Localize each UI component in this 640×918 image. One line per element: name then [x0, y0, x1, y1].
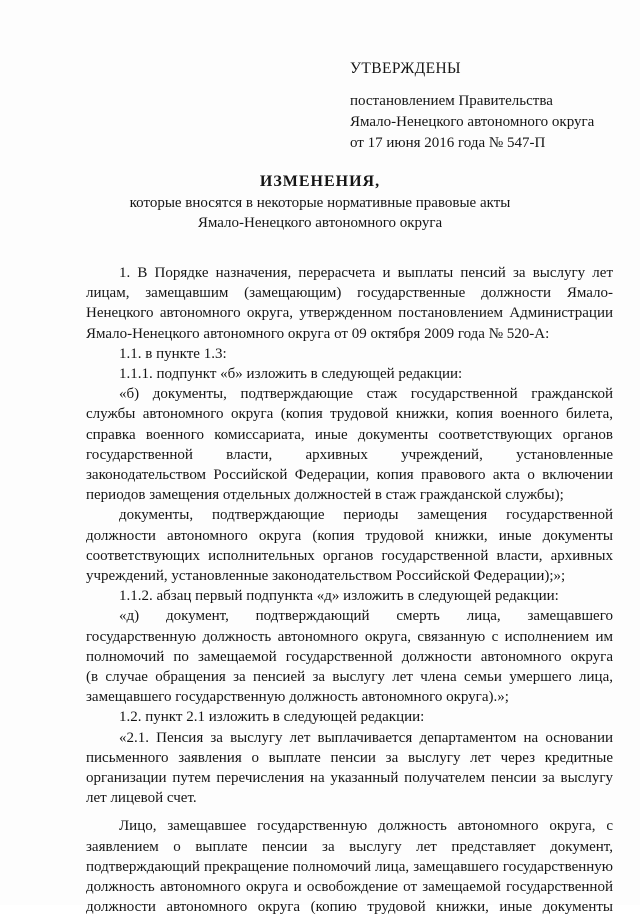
body-line: «б) документы, подтверждающие стаж государственной гражданской — [119, 386, 613, 403]
body-line: полномочий по замещаемой государственной должности автономного округа — [86, 648, 613, 665]
body-line: периодов замещения отдельных должностей в стаж гражданской службы); — [86, 487, 564, 504]
body-line: документы, подтверждающие периоды замещения государственной — [119, 507, 613, 524]
body-line: государственную должность автономного округа, связанную с исполнением им — [86, 628, 613, 645]
body-line: 1.2. пункт 2.1 изложить в следующей редакции: — [119, 709, 425, 726]
body-line: законодательством Российской Федерации, копия правового акта о включении — [86, 467, 613, 484]
body-line: соответствующих исполнительных органов государственной власти, архивных — [86, 547, 613, 564]
document-title: ИЗМЕНЕНИЯ, — [259, 173, 381, 190]
body-line: «2.1. Пенсия за выслугу лет выплачивается департаментом на основании — [119, 729, 613, 746]
body-line: Ненецкого автономного округа, утвержденном постановлением Администрации — [86, 305, 613, 322]
body-line: подтверждающий прекращение полномочий лица, замещавшего государственную — [86, 858, 613, 875]
approval-line-1: постановлением Правительства — [350, 93, 553, 109]
approval-line-2: Ямало-Ненецкого автономного округа — [350, 114, 595, 130]
body-line: лицам, замещавшим (замещающим) государственные должности Ямало- — [86, 285, 613, 302]
body-line: 1.1.1. подпункт «б» изложить в следующей редакции: — [119, 366, 463, 383]
body-line: государственной власти, архивных учреждений, установленные — [86, 446, 613, 463]
subtitle-line-1: которые вносятся в некоторые нормативные правовые акты — [129, 195, 511, 211]
body-line: организации путем перечисления на указанный получателем пенсии за выслугу — [86, 770, 613, 787]
body-line: учреждений, установленные законодательством Российской Федерации);»; — [86, 568, 566, 585]
body-line: Лицо, замещавшее государственную должность автономного округа, с — [119, 818, 613, 835]
body-line: должность автономного округа и освобождение от замещаемой государственной — [86, 879, 613, 896]
body-line: справка военного комиссариата, иные документы соответствующих органов — [86, 426, 613, 443]
approval-line-3: от 17 июня 2016 года № 547-П — [350, 135, 546, 151]
approval-heading: УТВЕРЖДЕНЫ — [350, 60, 461, 77]
document-body — [86, 263, 613, 918]
body-line: 1.1. в пункте 1.3: — [119, 345, 227, 362]
body-line: (в случае обращения за пенсией за выслугу лет члена семьи умершего лица, — [86, 669, 613, 686]
body-line: письменного заявления о выплате пенсии за выслугу лет через кредитные — [86, 749, 613, 766]
body-line: должности автономного округа (копия трудовой книжки, иные документы — [86, 527, 613, 544]
body-line: замещавшего государственную должность автономного округа).»; — [86, 689, 509, 706]
body-line: Ямало-Ненецкого автономного округа от 09 октября 2009 года № 520-А: — [86, 325, 550, 342]
body-line: службы автономного округа (копия трудовой книжки, копия военного билета, — [86, 406, 613, 423]
body-line: лет лицевой счет. — [86, 790, 197, 807]
subtitle-line-2: Ямало-Ненецкого автономного округа — [197, 215, 443, 231]
body-line: должности автономного округа (копию трудовой книжки, иные документы — [86, 899, 613, 916]
body-line: 1. В Порядке назначения, перерасчета и выплаты пенсий за выслугу лет — [119, 265, 613, 281]
body-line: «д) документ, подтверждающий смерть лица, замещавшего — [119, 608, 613, 625]
body-line: заявлением о выплате пенсии за выслугу лет представляет документ, — [86, 838, 613, 855]
body-line: 1.1.2. абзац первый подпункта «д» изложить в следующей редакции: — [119, 588, 559, 605]
